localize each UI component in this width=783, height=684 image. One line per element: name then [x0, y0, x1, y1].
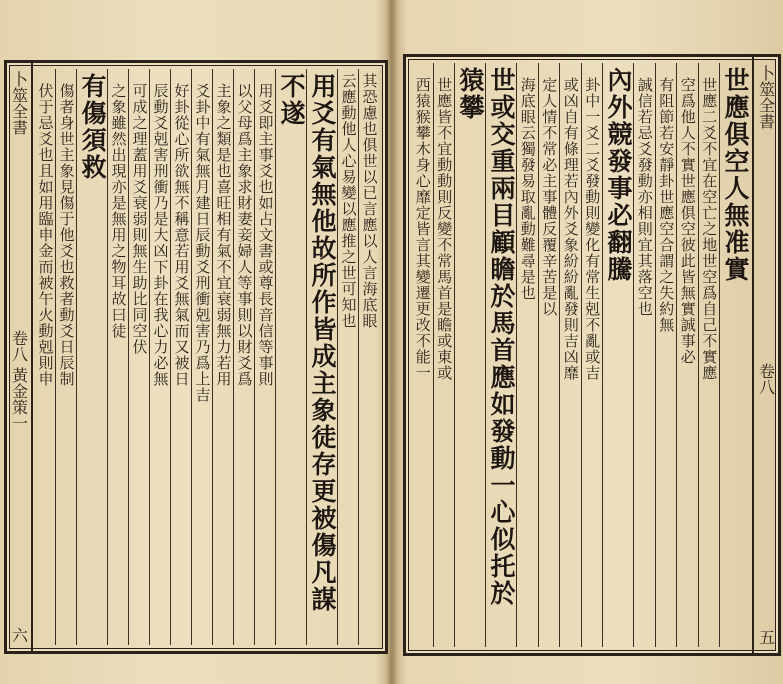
left-col-7: [212, 69, 233, 645]
verse-text: 世或交重兩目顧瞻於馬首應如發動一心似托於: [487, 67, 516, 607]
note-text: 傷者身世主象見傷于他爻也救者動爻日辰制: [57, 83, 76, 387]
left-col-1: [358, 69, 379, 645]
right-col-4: [655, 63, 677, 647]
right-banxin-top: 卜筮全書: [756, 65, 776, 129]
note-text: 海底眼云獨發易取亂動難尋是也: [518, 77, 537, 301]
right-banxin: [752, 57, 778, 653]
left-banxin-top: 卜筮全書: [9, 71, 29, 135]
verse-text: 不遂: [277, 73, 306, 127]
note-text: 卦中一爻二爻發動則變化有常生剋不亂或吉: [583, 77, 602, 381]
right-col-2: [698, 63, 720, 647]
right-col-12: [454, 63, 485, 647]
left-col-15: [35, 69, 55, 645]
left-col-14: [55, 69, 76, 645]
right-col-1: [719, 63, 750, 647]
right-col-8: [559, 63, 581, 647]
left-page: [0, 0, 391, 684]
right-col-6: [602, 63, 633, 647]
right-col-13: [433, 63, 455, 647]
note-text: 空爲他人不實世應俱空彼此皆無實誠事必: [678, 77, 697, 365]
right-col-10: [516, 63, 538, 647]
note-text: 世應二爻不宜在空亡之地世空爲自己不實應: [700, 77, 719, 381]
note-text: 伏于忌爻也且如用臨申金而被午火動剋則申: [36, 83, 55, 387]
verse-text: 世應俱空人無准實: [721, 67, 750, 283]
left-col-10: [149, 69, 170, 645]
left-col-5: [254, 69, 275, 645]
right-banxin-bottom: 五: [756, 629, 776, 645]
left-banxin-bottom: 六: [9, 627, 29, 643]
right-text-columns: [412, 63, 750, 647]
verse-text: 有傷須救: [78, 73, 107, 181]
note-text: 定人情不常必主事體反覆辛苦是以: [540, 77, 559, 317]
left-col-8: [191, 69, 212, 645]
left-col-13: [76, 69, 107, 645]
left-text-columns: [35, 69, 379, 645]
note-text: 誠信若忌爻發動亦相則宜其落空也: [635, 77, 654, 317]
right-col-7: [581, 63, 603, 647]
right-col-11: [485, 63, 516, 647]
note-text: 有阻節若安靜卦世應空合謂之失約無: [657, 77, 676, 333]
verse-text: 內外競發事必翻騰: [604, 67, 633, 283]
note-text: 用爻即主事爻也如占文書或尊長音信等事則: [256, 83, 275, 387]
left-col-2: [337, 69, 358, 645]
note-text: 以父母爲主象求財妻妾婦人等事則以財爻爲: [235, 83, 254, 387]
left-page-frame: [4, 60, 388, 654]
verse-text: 用爻有氣無他故所作皆成主象徒存更被傷凡謀: [308, 73, 337, 613]
note-text: 爻卦中有氣無月建日辰動爻刑衝剋害乃爲上吉: [193, 83, 212, 403]
left-col-6: [233, 69, 254, 645]
note-text: 好卦從心所欲無不稱意若用爻無氣而又被日: [172, 83, 191, 387]
note-text: 其恐慮也俱世以已言應以人言海底眼: [360, 73, 379, 329]
left-banxin: [7, 63, 33, 651]
note-text: 辰動爻剋害刑衝乃是大凶下卦在我心力必無: [151, 83, 170, 387]
verse-text: 猿攀: [456, 67, 485, 121]
right-col-9: [538, 63, 560, 647]
right-col-3: [676, 63, 698, 647]
note-text: 之象雖然出現亦是無用之物耳故曰徒: [109, 83, 128, 339]
left-col-9: [170, 69, 191, 645]
right-col-5: [633, 63, 655, 647]
left-col-12: [107, 69, 128, 645]
left-col-3: [306, 69, 337, 645]
note-text: 可成之理蓋用爻衰弱則無生助比同空伏: [130, 83, 149, 355]
note-text: 主象之類是也喜旺相有氣不宜衰弱無力若用: [214, 83, 233, 387]
note-text: 或凶自有條理若內外爻象紛紛亂發則吉凶靡: [561, 77, 580, 381]
left-col-11: [128, 69, 149, 645]
left-col-4: [275, 69, 306, 645]
left-banxin-middle: 卷八 黃金策一: [9, 330, 29, 432]
right-col-14: [412, 63, 433, 647]
note-text: 世應皆不宜動動則反變不常馬首是瞻或東或: [435, 77, 454, 381]
right-page: [393, 0, 783, 684]
right-page-frame: [403, 54, 781, 656]
right-banxin-middle: 卷八: [756, 363, 776, 395]
note-text: 云應動他人心易變以應推之世可知也: [339, 73, 358, 329]
note-text: 西猿猴攀木身心靡定皆言其變遷更改不能一: [413, 77, 432, 381]
